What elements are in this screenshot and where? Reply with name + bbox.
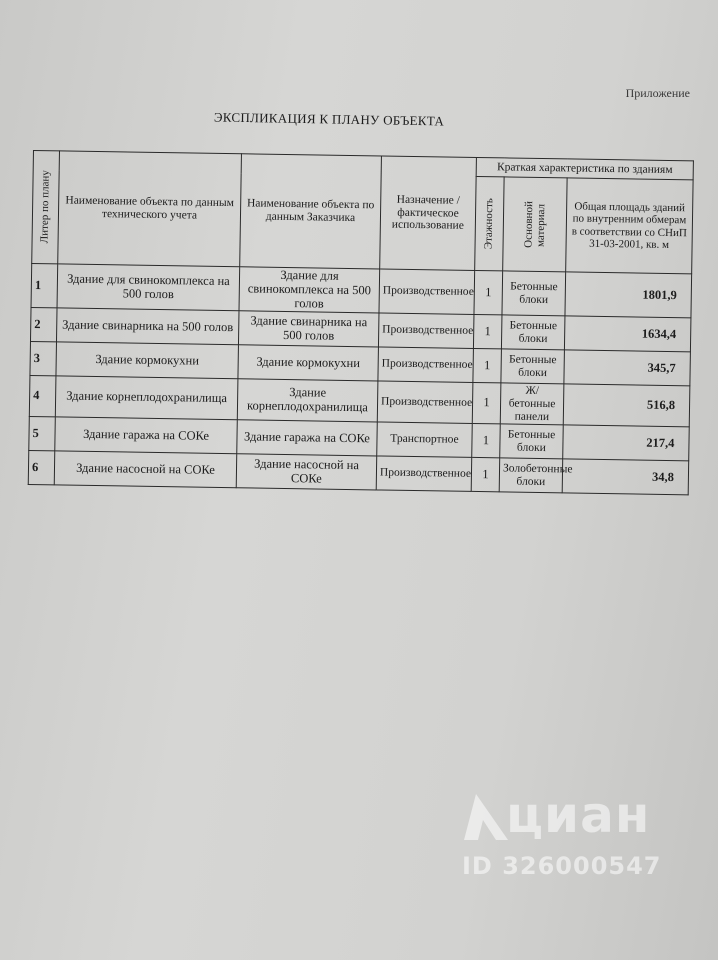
row-name-tech: Здание корнеплодохранилища	[55, 376, 238, 420]
row-material: Ж/бетонные панели	[500, 383, 564, 425]
row-name-customer: Здание корнеплодохранилища	[237, 379, 378, 422]
row-floors: 1	[472, 383, 501, 424]
watermark-brand: циан	[506, 786, 651, 844]
row-floors: 1	[473, 315, 502, 349]
row-name-customer: Здание свинарника на 500 голов	[238, 311, 379, 347]
row-material: Бетонные блоки	[501, 315, 565, 350]
explication-table-wrapper	[28, 150, 694, 496]
row-floors: 1	[473, 349, 502, 383]
row-area: 217,4	[563, 425, 690, 461]
document-title: ЭКСПЛИКАЦИЯ К ПЛАНУ ОБЪЕКТА	[213, 109, 445, 129]
row-material: Бетонные блоки	[501, 349, 565, 384]
row-number: 1	[31, 263, 58, 308]
row-name-tech: Здание насосной на СОКе	[54, 451, 237, 488]
header-floors-text: Этажность	[482, 198, 496, 250]
header-area: Общая площадь зданий по внутренним обмерам в соответствии со СНиП 31-03-2001, кв. м	[566, 178, 693, 274]
row-purpose: Производственное	[378, 313, 474, 348]
row-name-customer: Здание кормокухни	[238, 345, 379, 381]
watermark-id: ID 326000547	[462, 852, 662, 880]
header-liter	[32, 151, 60, 264]
row-area: 345,7	[564, 350, 691, 386]
row-name-tech: Здание свинарника на 500 голов	[56, 308, 239, 345]
row-name-customer: Здание гаража на СОКе	[237, 420, 378, 456]
row-name-tech: Здание кормокухни	[56, 342, 239, 379]
row-purpose: Производственное	[379, 269, 475, 315]
row-number: 3	[30, 342, 57, 376]
row-material: Бетонные блоки	[502, 271, 566, 316]
row-name-tech: Здание для свинокомплекса на 500 голов	[57, 264, 240, 311]
row-purpose: Производственное	[376, 456, 472, 491]
row-area: 516,8	[563, 384, 690, 427]
row-number: 4	[29, 376, 56, 417]
header-name-customer: Наименование объекта по данным Заказчика	[240, 154, 382, 269]
row-area: 34,8	[562, 459, 689, 495]
header-brief: Краткая характеристика по зданиям	[476, 157, 693, 180]
row-name-customer: Здание для свинокомплекса на 500 голов	[239, 267, 380, 313]
row-material: Бетонные блоки	[500, 424, 564, 459]
row-area: 1634,4	[564, 316, 691, 352]
row-floors: 1	[471, 458, 500, 492]
row-purpose: Производственное	[378, 347, 474, 382]
row-floors: 1	[474, 270, 503, 315]
explication-table	[28, 150, 694, 496]
header-material	[503, 177, 567, 272]
watermark	[456, 782, 676, 892]
row-name-customer: Здание насосной на СОКе	[236, 454, 377, 490]
row-floors: 1	[472, 424, 501, 458]
row-name-tech: Здание гаража на СОКе	[55, 417, 238, 454]
row-area: 1801,9	[565, 272, 692, 318]
header-liter-text: Литер по плану	[38, 170, 53, 244]
row-material: Золобетонные блоки	[499, 458, 563, 493]
header-floors	[475, 177, 504, 271]
row-number: 2	[30, 308, 57, 342]
header-material-text: Основной материал	[522, 200, 548, 248]
header-purpose: Назначение / фактическое использование	[380, 156, 477, 270]
appendix-label: Приложение	[625, 86, 690, 100]
header-name-tech: Наименование объекта по данным технического учета	[58, 151, 242, 267]
row-purpose: Транспортное	[377, 422, 473, 457]
row-purpose: Производственное	[377, 381, 473, 423]
row-number: 5	[29, 417, 56, 451]
row-number: 6	[28, 451, 55, 485]
